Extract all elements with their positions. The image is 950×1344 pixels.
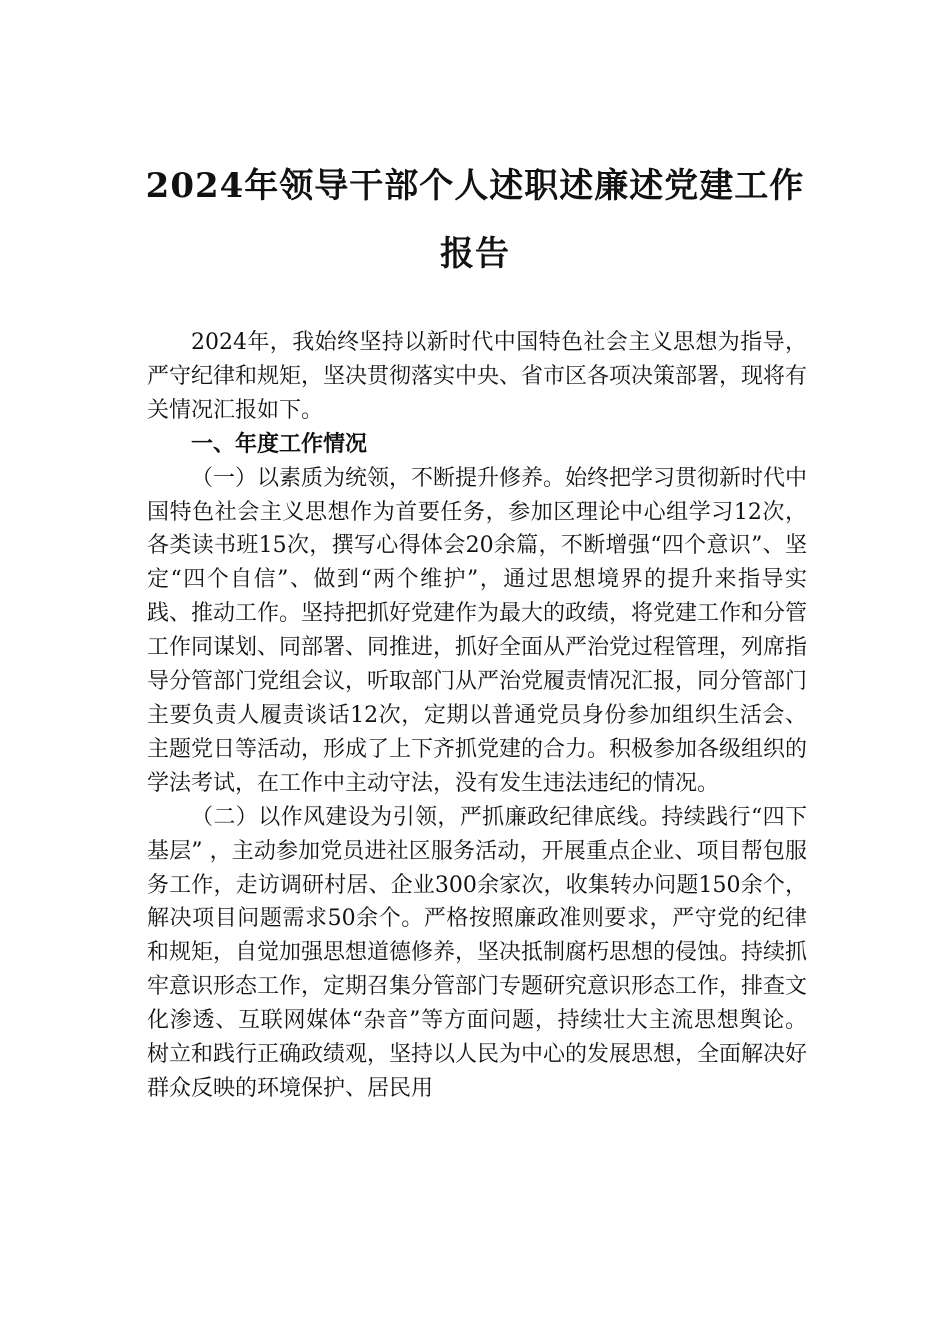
body-paragraph-2: （二）以作风建设为引领，严抓廉政纪律底线。持续践行“四下基层” ，主动参加党员进社区服务活动，开展重点企业、项目帮包服务工作，走访调研村居、企业300余家次，收集转办问题150余个，解决项目问题需求50余个。严格按照廉政准则要求，严守党的纪律和规矩，自觉加强思想道德修养，坚决抵制腐朽思想的侵蚀。持续抓牢意识形态工作，定期召集分管部门专题研究意识形态工作，排查文化渗透、互联网媒体“杂音”等方面问题，持续壮大主流思想舆论。树立和践行正确政绩观，坚持以人民为中心的发展思想，全面解决好群众反映的环境保护、居民用 <box>147 804 808 1101</box>
section-heading: 一、年度工作情况 <box>191 431 368 457</box>
document-body <box>147 326 807 1106</box>
body-paragraph-1: （一）以素质为统领，不断提升修养。始终把学习贯彻新时代中国特色社会主义思想作为首要任务，参加区理论中心组学习12次，各类读书班15次，撰写心得体会20余篇，不断增强“四个意识”、坚定“四个自信”、做到“两个维护”，通过思想境界的提升来指导实践、推动工作。坚持把抓好党建作为最大的政绩，将党建工作和分管工作同谋划、同部署、同推进，抓好全面从严治党过程管理，列席指导分管部门党组会议，听取部门从严治党履责情况汇报，同分管部门主要负责人履责谈话12次，定期以普通党员身份参加组织生活会、主题党日等活动，形成了上下齐抓党建的合力。积极参加各级组织的学法考试，在工作中主动守法，没有发生违法违纪的情况。 <box>147 465 808 796</box>
intro-paragraph: 2024年，我始终坚持以新时代中国特色社会主义思想为指导，严守纪律和规矩，坚决贯彻落实中央、省市区各项决策部署，现将有关情况汇报如下。 <box>147 330 808 423</box>
document-title-line-2: 报告 <box>440 234 510 274</box>
document-title-line-1: 2024年领导干部个人述职述廉述党建工作 <box>145 166 805 206</box>
